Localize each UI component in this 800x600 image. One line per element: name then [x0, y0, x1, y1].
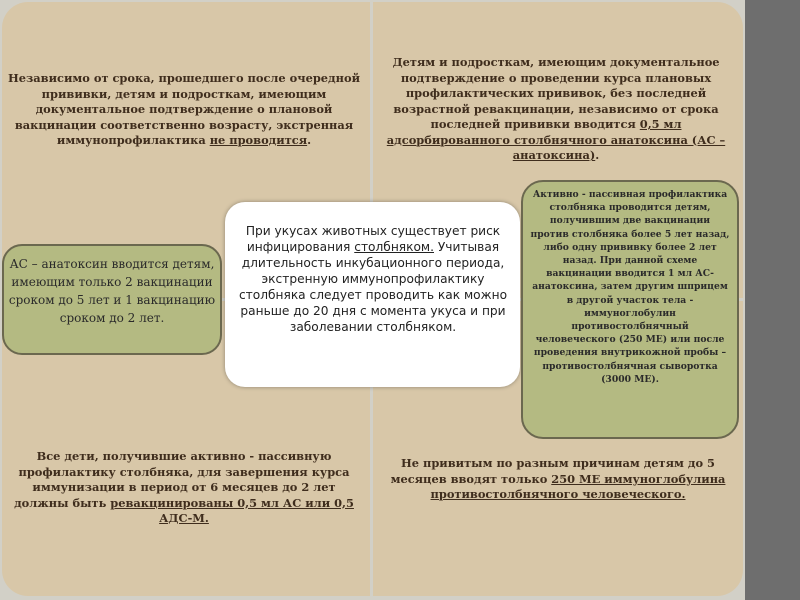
top-right-tail: . — [595, 148, 600, 162]
top-right-body: Детям и подросткам, имеющим документальное подтверждение о проведении курса плановых профилактических прививок, без последней возрастной ревакцинации, независимо от срока последней прививки вводится — [392, 55, 720, 131]
bottom-right-body: Не привитым по разным причинам детям до 5 месяцев вводят только — [390, 456, 715, 486]
bottom-left-body: Все дети, получившие активно - пассивную профилактику столбняка, для завершения курса иммунизации в период от 6 месяцев до 2 лет должны быть — [14, 449, 350, 510]
bottom-left-emphasis: ревакцинированы 0,5 мл АС или 0,5 АДС-М. — [110, 495, 354, 525]
top-right-emphasis: 0,5 мл адсорбированного столбнячного анатоксина (АС – анатоксина) — [386, 117, 726, 162]
center-line-1: При укусах животных существует риск инфицирования — [245, 224, 501, 254]
top-left-text — [8, 71, 360, 149]
center-rest: Учитывая длительность инкубационного периода, экстренную иммунопрофилактику столбняка следует проводить как можно раньше до 20 дня с момента укуса и при заболевании столбняком. — [238, 240, 508, 334]
green-note-right-text: Активно - пассивная профилактика столбняка проводится детям, получившим две вакцинации против столбняка более 5 лет назад, либо одну прививку более 2 лет назад. При данной схеме вакцинации вводится 1 мл АС-анатоксина, затем другим шприцем в другой участок тела - иммуноглобулин противостолбнячный человеческого (250 МЕ) или после проведения внутрикожной пробы – противостолбнячная сыворотка (3000 МЕ). — [530, 189, 730, 385]
green-note-left-text: АС – анатоксин вводится детям, имеющим только 2 вакцинации сроком до 5 лет и 1 вакцинацию сроком до 2 лет. — [8, 257, 216, 325]
right-edge-strip — [745, 0, 800, 600]
top-left-body: Независимо от срока, прошедшего после очередной прививки, детям и подросткам, имеющим документальное подтверждение о плановой вакцинации соответственно возрасту, экстренная иммунопрофилактика — [8, 71, 361, 147]
top-left-tail: . — [307, 133, 312, 147]
bottom-left-text — [8, 449, 360, 527]
top-right-text — [378, 55, 734, 164]
top-left-emphasis: не проводится — [209, 133, 308, 147]
bottom-right-emphasis: 250 МЕ иммуноглобулина противостолбнячного человеческого. — [430, 471, 726, 501]
center-info-text — [232, 223, 514, 335]
bottom-right-text — [382, 456, 734, 503]
center-emphasis: столбняком. — [354, 240, 434, 254]
